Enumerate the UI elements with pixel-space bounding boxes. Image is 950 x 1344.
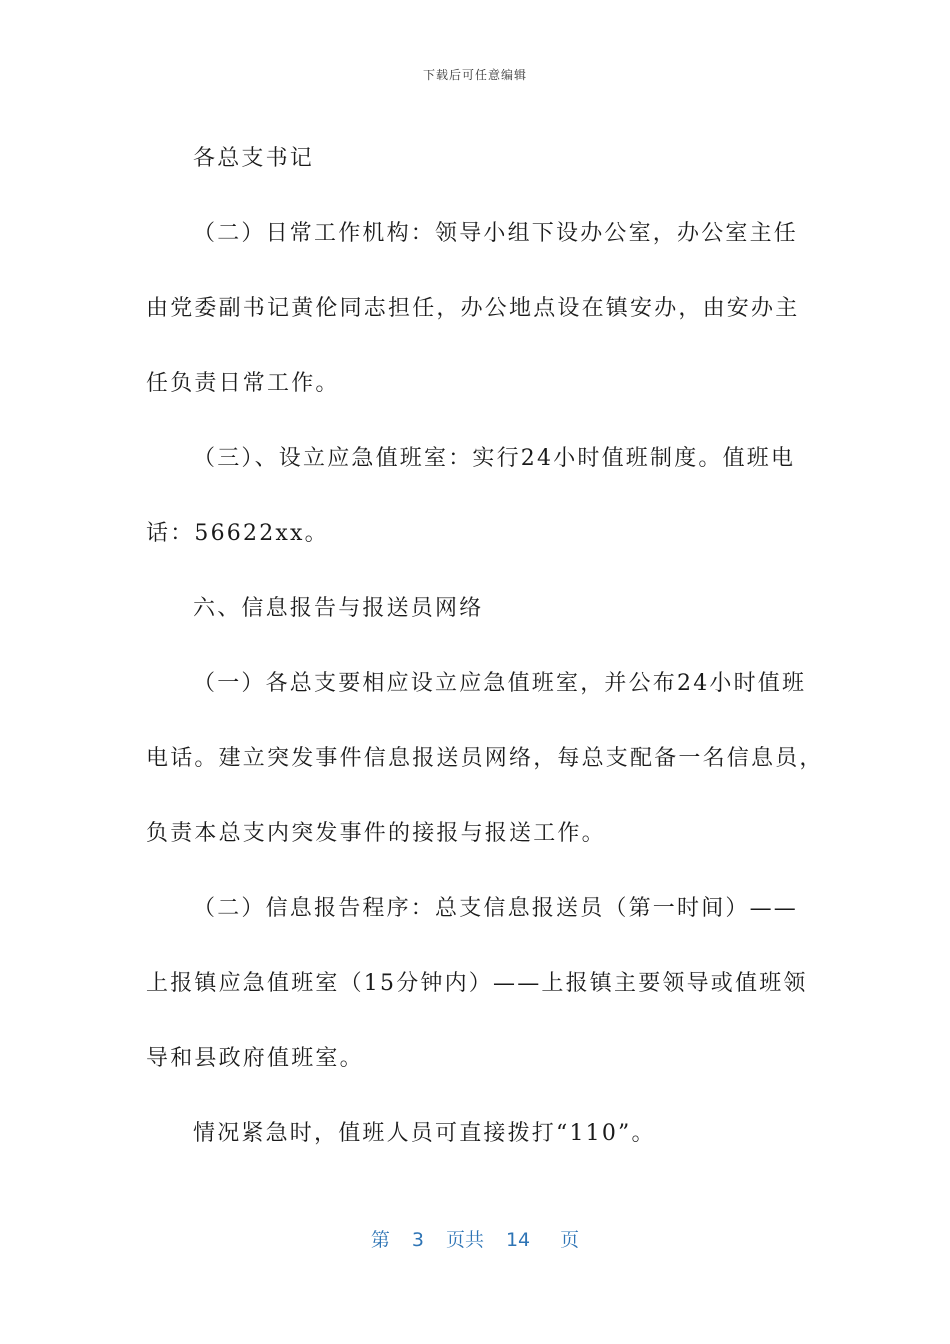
page-footer [0, 1225, 950, 1252]
paragraph-line: （二）信息报告程序：总支信息报送员（第一时间）—— [193, 896, 799, 921]
footer-page-prefix: 第 [370, 1229, 390, 1251]
paragraph-line: 上报镇应急值班室（15分钟内）——上报镇主要领导或值班领 [146, 971, 808, 996]
footer-page-suffix: 页 [560, 1229, 580, 1251]
paragraph-line: 话：56622xx。 [146, 521, 329, 546]
paragraph-line: 由党委副书记黄伦同志担任，办公地点设在镇安办，由安办主 [146, 296, 800, 321]
paragraph-line: 任负责日常工作。 [146, 371, 340, 396]
paragraph-line: 电话。建立突发事件信息报送员网络，每总支配备一名信息员， [146, 746, 824, 771]
paragraph-line: （一）各总支要相应设立应急值班室，并公布24小时值班 [193, 671, 807, 696]
header-note: 下载后可任意编辑 [422, 68, 527, 82]
paragraph-line: （二）日常工作机构：领导小组下设办公室，办公室主任 [193, 221, 799, 246]
section-heading: 六、信息报告与报送员网络 [193, 596, 484, 621]
paragraph-line: 导和县政府值班室。 [146, 1046, 364, 1071]
paragraph-line: 情况紧急时，值班人员可直接拨打“110”。 [193, 1121, 656, 1146]
document-body [146, 121, 824, 1171]
paragraph-line: 负责本总支内突发事件的接报与报送工作。 [146, 821, 606, 846]
footer-total-pages: 14 [505, 1229, 531, 1251]
footer-page-middle: 页共 [445, 1229, 484, 1251]
footer-page-number: 3 [411, 1229, 424, 1251]
paragraph-line: 各总支书记 [193, 146, 315, 171]
paragraph-line: （三）、设立应急值班室：实行24小时值班制度。值班电 [193, 446, 796, 471]
